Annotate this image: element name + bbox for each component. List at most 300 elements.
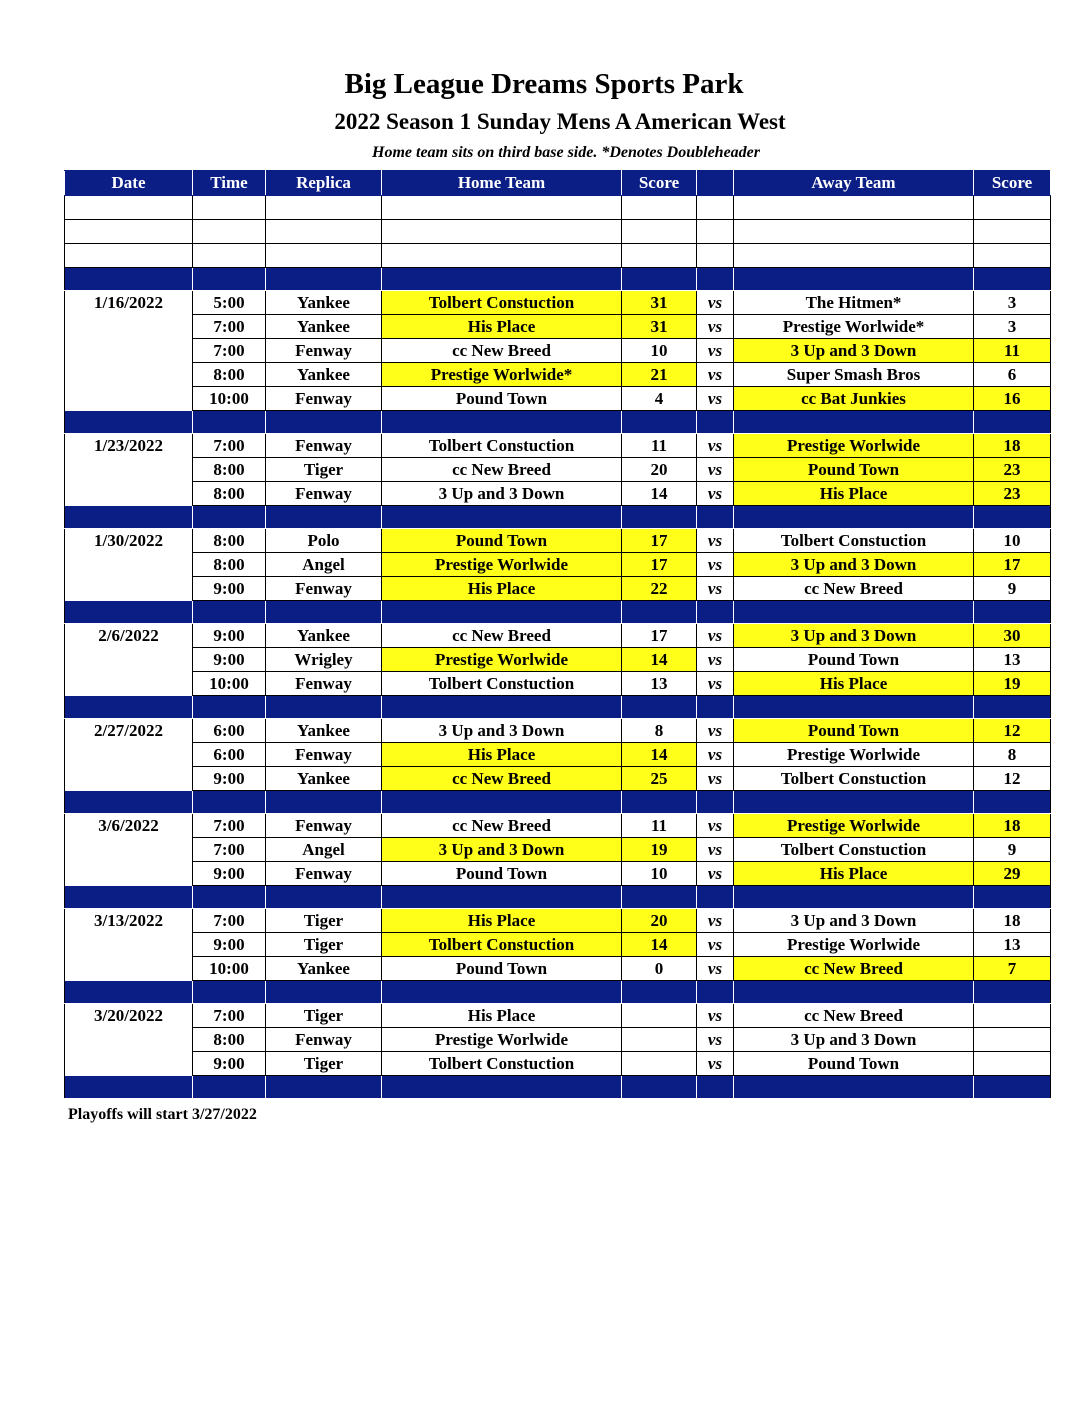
date-cell (65, 672, 193, 696)
away-team-cell: 3 Up and 3 Down (734, 624, 974, 648)
schedule-note: Home team sits on third base side. *Denotes Doubleheader (372, 144, 760, 161)
vs-cell: vs (697, 933, 734, 957)
separator-cell (974, 791, 1051, 814)
away-team-cell: cc New Breed (734, 1004, 974, 1028)
away-score-cell: 18 (974, 434, 1051, 458)
date-cell (65, 1052, 193, 1076)
separator-cell (697, 506, 734, 529)
replica-cell: Yankee (266, 767, 382, 791)
separator-cell (622, 506, 697, 529)
home-score-cell: 14 (622, 933, 697, 957)
time-cell: 7:00 (193, 909, 266, 933)
home-team-cell: 3 Up and 3 Down (382, 838, 622, 862)
home-score-cell: 0 (622, 957, 697, 981)
away-team-cell: 3 Up and 3 Down (734, 553, 974, 577)
time-cell: 9:00 (193, 648, 266, 672)
home-team-cell: Tolbert Constuction (382, 291, 622, 315)
away-score-cell: 12 (974, 767, 1051, 791)
home-team-cell: Tolbert Constuction (382, 434, 622, 458)
away-score-cell: 13 (974, 933, 1051, 957)
separator-cell (734, 411, 974, 434)
replica-cell: Tiger (266, 458, 382, 482)
home-score-cell: 14 (622, 482, 697, 506)
vs-cell: vs (697, 862, 734, 886)
home-score-cell: 17 (622, 553, 697, 577)
separator-row (65, 886, 1051, 909)
separator-cell (734, 506, 974, 529)
blank-cell (65, 244, 193, 268)
home-team-cell: 3 Up and 3 Down (382, 482, 622, 506)
column-header-away-team: Away Team (734, 171, 974, 196)
vs-cell: vs (697, 767, 734, 791)
vs-cell: vs (697, 577, 734, 601)
home-score-cell: 11 (622, 434, 697, 458)
replica-cell: Fenway (266, 743, 382, 767)
game-row (65, 957, 1051, 981)
replica-cell: Fenway (266, 577, 382, 601)
separator-cell (622, 1076, 697, 1099)
home-score-cell: 10 (622, 339, 697, 363)
away-team-cell: Prestige Worlwide (734, 933, 974, 957)
home-team-cell: cc New Breed (382, 458, 622, 482)
away-team-cell: Prestige Worlwide* (734, 315, 974, 339)
home-score-cell: 20 (622, 458, 697, 482)
time-cell: 7:00 (193, 434, 266, 458)
separator-cell (974, 411, 1051, 434)
time-cell: 10:00 (193, 957, 266, 981)
date-cell: 2/27/2022 (65, 719, 193, 743)
separator-cell (697, 1076, 734, 1099)
time-cell: 8:00 (193, 363, 266, 387)
replica-cell: Fenway (266, 1028, 382, 1052)
date-cell (65, 767, 193, 791)
separator-cell (734, 696, 974, 719)
blank-cell (382, 220, 622, 244)
blank-cell (266, 244, 382, 268)
date-cell: 2/6/2022 (65, 624, 193, 648)
separator-cell (697, 696, 734, 719)
date-cell: 1/30/2022 (65, 529, 193, 553)
separator-cell (622, 411, 697, 434)
separator-cell (193, 791, 266, 814)
replica-cell: Yankee (266, 719, 382, 743)
blank-cell (974, 196, 1051, 220)
away-team-cell: 3 Up and 3 Down (734, 909, 974, 933)
separator-cell (382, 601, 622, 624)
game-row (65, 482, 1051, 506)
blank-cell (65, 220, 193, 244)
blank-cell (65, 196, 193, 220)
away-score-cell: 12 (974, 719, 1051, 743)
away-score-cell (974, 1052, 1051, 1076)
home-score-cell: 14 (622, 743, 697, 767)
home-team-cell: His Place (382, 743, 622, 767)
separator-cell (65, 506, 193, 529)
away-score-cell (974, 1028, 1051, 1052)
date-cell (65, 862, 193, 886)
time-cell: 9:00 (193, 767, 266, 791)
page-title: Big League Dreams Sports Park (344, 68, 744, 100)
replica-cell: Tiger (266, 933, 382, 957)
separator-cell (382, 411, 622, 434)
away-team-cell: His Place (734, 482, 974, 506)
date-cell (65, 1028, 193, 1052)
separator-cell (266, 506, 382, 529)
home-team-cell: Tolbert Constuction (382, 672, 622, 696)
away-score-cell: 19 (974, 672, 1051, 696)
home-score-cell: 4 (622, 387, 697, 411)
date-cell (65, 577, 193, 601)
separator-cell (193, 506, 266, 529)
away-score-cell: 29 (974, 862, 1051, 886)
away-score-cell: 23 (974, 482, 1051, 506)
date-cell (65, 743, 193, 767)
home-score-cell (622, 1052, 697, 1076)
blank-cell (382, 196, 622, 220)
home-score-cell: 22 (622, 577, 697, 601)
time-cell: 8:00 (193, 529, 266, 553)
column-header-time: Time (193, 171, 266, 196)
date-cell: 3/6/2022 (65, 814, 193, 838)
separator-cell (65, 1076, 193, 1099)
column-header-replica: Replica (266, 171, 382, 196)
home-score-cell: 11 (622, 814, 697, 838)
separator-row (65, 411, 1051, 434)
game-row (65, 577, 1051, 601)
time-cell: 7:00 (193, 1004, 266, 1028)
separator-cell (193, 268, 266, 291)
column-header-away-score: Score (974, 171, 1051, 196)
home-team-cell: Pound Town (382, 387, 622, 411)
vs-cell: vs (697, 814, 734, 838)
separator-cell (697, 791, 734, 814)
away-team-cell: His Place (734, 672, 974, 696)
blank-cell (266, 220, 382, 244)
separator-row (65, 791, 1051, 814)
blank-cell (697, 220, 734, 244)
separator-cell (193, 601, 266, 624)
away-team-cell: cc New Breed (734, 577, 974, 601)
vs-cell: vs (697, 434, 734, 458)
vs-cell: vs (697, 909, 734, 933)
away-team-cell: Tolbert Constuction (734, 767, 974, 791)
date-cell: 1/16/2022 (65, 291, 193, 315)
blank-cell (266, 196, 382, 220)
time-cell: 7:00 (193, 838, 266, 862)
separator-cell (622, 791, 697, 814)
blank-cell (734, 196, 974, 220)
game-row (65, 553, 1051, 577)
separator-cell (65, 696, 193, 719)
separator-cell (266, 601, 382, 624)
replica-cell: Yankee (266, 363, 382, 387)
vs-cell: vs (697, 838, 734, 862)
home-score-cell: 17 (622, 624, 697, 648)
blank-cell (734, 244, 974, 268)
replica-cell: Fenway (266, 482, 382, 506)
home-score-cell: 10 (622, 862, 697, 886)
game-row (65, 909, 1051, 933)
separator-cell (65, 268, 193, 291)
separator-row (65, 506, 1051, 529)
time-cell: 8:00 (193, 482, 266, 506)
column-header-date: Date (65, 171, 193, 196)
replica-cell: Yankee (266, 957, 382, 981)
separator-cell (382, 886, 622, 909)
away-team-cell: 3 Up and 3 Down (734, 339, 974, 363)
blank-row (65, 220, 1051, 244)
game-row (65, 719, 1051, 743)
replica-cell: Angel (266, 553, 382, 577)
separator-cell (382, 268, 622, 291)
away-score-cell: 13 (974, 648, 1051, 672)
replica-cell: Fenway (266, 434, 382, 458)
away-team-cell: Pound Town (734, 719, 974, 743)
time-cell: 9:00 (193, 577, 266, 601)
vs-cell: vs (697, 458, 734, 482)
time-cell: 8:00 (193, 553, 266, 577)
game-row (65, 529, 1051, 553)
game-row (65, 1052, 1051, 1076)
separator-cell (193, 411, 266, 434)
vs-cell: vs (697, 291, 734, 315)
separator-cell (734, 1076, 974, 1099)
time-cell: 9:00 (193, 1052, 266, 1076)
separator-cell (974, 1076, 1051, 1099)
replica-cell: Tiger (266, 1052, 382, 1076)
game-row (65, 672, 1051, 696)
page-subtitle: 2022 Season 1 Sunday Mens A American West (334, 109, 786, 134)
blank-cell (193, 196, 266, 220)
game-row (65, 624, 1051, 648)
vs-cell: vs (697, 553, 734, 577)
game-row (65, 767, 1051, 791)
vs-cell: vs (697, 315, 734, 339)
blank-row (65, 244, 1051, 268)
vs-cell: vs (697, 482, 734, 506)
separator-cell (697, 268, 734, 291)
time-cell: 8:00 (193, 1028, 266, 1052)
separator-row (65, 601, 1051, 624)
game-row (65, 291, 1051, 315)
separator-cell (974, 268, 1051, 291)
home-team-cell: Prestige Worlwide* (382, 363, 622, 387)
separator-cell (65, 981, 193, 1004)
separator-cell (697, 886, 734, 909)
game-row (65, 434, 1051, 458)
separator-cell (622, 696, 697, 719)
home-score-cell: 14 (622, 648, 697, 672)
separator-cell (697, 601, 734, 624)
separator-cell (974, 696, 1051, 719)
time-cell: 9:00 (193, 933, 266, 957)
blank-cell (622, 220, 697, 244)
column-header-home-team: Home Team (382, 171, 622, 196)
separator-row (65, 268, 1051, 291)
replica-cell: Polo (266, 529, 382, 553)
vs-cell: vs (697, 1028, 734, 1052)
time-cell: 6:00 (193, 743, 266, 767)
away-team-cell: Super Smash Bros (734, 363, 974, 387)
date-cell (65, 648, 193, 672)
away-score-cell: 11 (974, 339, 1051, 363)
separator-cell (622, 268, 697, 291)
away-score-cell: 18 (974, 909, 1051, 933)
separator-cell (65, 791, 193, 814)
away-score-cell: 3 (974, 291, 1051, 315)
separator-cell (266, 981, 382, 1004)
separator-cell (193, 696, 266, 719)
separator-row (65, 981, 1051, 1004)
replica-cell: Fenway (266, 862, 382, 886)
blank-cell (193, 220, 266, 244)
home-score-cell (622, 1028, 697, 1052)
game-row (65, 648, 1051, 672)
separator-cell (382, 1076, 622, 1099)
game-row (65, 838, 1051, 862)
away-team-cell: cc Bat Junkies (734, 387, 974, 411)
away-team-cell: Pound Town (734, 458, 974, 482)
home-team-cell: His Place (382, 577, 622, 601)
home-score-cell: 21 (622, 363, 697, 387)
home-team-cell: His Place (382, 315, 622, 339)
replica-cell: Wrigley (266, 648, 382, 672)
date-cell (65, 387, 193, 411)
away-score-cell: 23 (974, 458, 1051, 482)
blank-cell (193, 244, 266, 268)
home-team-cell: cc New Breed (382, 624, 622, 648)
vs-cell: vs (697, 387, 734, 411)
separator-cell (734, 886, 974, 909)
separator-cell (266, 886, 382, 909)
time-cell: 9:00 (193, 862, 266, 886)
game-row (65, 743, 1051, 767)
game-row (65, 1028, 1051, 1052)
away-score-cell: 3 (974, 315, 1051, 339)
date-cell: 3/13/2022 (65, 909, 193, 933)
home-score-cell: 13 (622, 672, 697, 696)
date-cell (65, 363, 193, 387)
vs-cell: vs (697, 743, 734, 767)
away-team-cell: Pound Town (734, 648, 974, 672)
home-team-cell: Pound Town (382, 529, 622, 553)
home-team-cell: Tolbert Constuction (382, 1052, 622, 1076)
home-team-cell: His Place (382, 1004, 622, 1028)
blank-cell (697, 244, 734, 268)
separator-cell (974, 886, 1051, 909)
replica-cell: Yankee (266, 315, 382, 339)
away-team-cell: Pound Town (734, 1052, 974, 1076)
time-cell: 10:00 (193, 387, 266, 411)
replica-cell: Fenway (266, 672, 382, 696)
home-score-cell: 17 (622, 529, 697, 553)
vs-cell: vs (697, 1004, 734, 1028)
separator-cell (734, 981, 974, 1004)
home-team-cell: Prestige Worlwide (382, 553, 622, 577)
vs-cell: vs (697, 648, 734, 672)
separator-cell (734, 791, 974, 814)
replica-cell: Fenway (266, 387, 382, 411)
separator-cell (193, 981, 266, 1004)
time-cell: 6:00 (193, 719, 266, 743)
away-team-cell: Tolbert Constuction (734, 529, 974, 553)
replica-cell: Yankee (266, 291, 382, 315)
vs-cell: vs (697, 957, 734, 981)
home-team-cell: Prestige Worlwide (382, 1028, 622, 1052)
away-score-cell (974, 1004, 1051, 1028)
home-team-cell: His Place (382, 909, 622, 933)
date-cell (65, 957, 193, 981)
blank-cell (734, 220, 974, 244)
column-header-home-score: Score (622, 171, 697, 196)
separator-cell (382, 791, 622, 814)
date-cell (65, 482, 193, 506)
away-score-cell: 8 (974, 743, 1051, 767)
replica-cell: Fenway (266, 339, 382, 363)
away-team-cell: The Hitmen* (734, 291, 974, 315)
time-cell: 5:00 (193, 291, 266, 315)
away-score-cell: 18 (974, 814, 1051, 838)
home-score-cell: 19 (622, 838, 697, 862)
separator-cell (734, 601, 974, 624)
separator-cell (193, 886, 266, 909)
separator-cell (266, 696, 382, 719)
game-row (65, 458, 1051, 482)
separator-cell (622, 886, 697, 909)
blank-cell (974, 220, 1051, 244)
separator-row (65, 696, 1051, 719)
separator-cell (65, 886, 193, 909)
date-cell (65, 838, 193, 862)
away-team-cell: His Place (734, 862, 974, 886)
separator-cell (193, 1076, 266, 1099)
blank-cell (622, 244, 697, 268)
away-team-cell: cc New Breed (734, 957, 974, 981)
date-cell (65, 315, 193, 339)
home-team-cell: Pound Town (382, 957, 622, 981)
date-cell (65, 458, 193, 482)
game-row (65, 315, 1051, 339)
home-score-cell: 25 (622, 767, 697, 791)
home-team-cell: cc New Breed (382, 339, 622, 363)
away-score-cell: 17 (974, 553, 1051, 577)
away-score-cell: 30 (974, 624, 1051, 648)
separator-cell (382, 696, 622, 719)
home-team-cell: Tolbert Constuction (382, 933, 622, 957)
away-score-cell: 9 (974, 838, 1051, 862)
schedule-table (64, 170, 1051, 1099)
date-cell (65, 339, 193, 363)
replica-cell: Fenway (266, 814, 382, 838)
time-cell: 7:00 (193, 315, 266, 339)
home-score-cell (622, 1004, 697, 1028)
home-score-cell: 20 (622, 909, 697, 933)
time-cell: 8:00 (193, 458, 266, 482)
replica-cell: Tiger (266, 909, 382, 933)
date-cell (65, 553, 193, 577)
away-team-cell: Prestige Worlwide (734, 743, 974, 767)
away-score-cell: 7 (974, 957, 1051, 981)
separator-cell (382, 506, 622, 529)
replica-cell: Angel (266, 838, 382, 862)
home-score-cell: 8 (622, 719, 697, 743)
playoffs-note: Playoffs will start 3/27/2022 (68, 1106, 257, 1123)
replica-cell: Tiger (266, 1004, 382, 1028)
separator-cell (974, 506, 1051, 529)
separator-cell (266, 411, 382, 434)
separator-cell (65, 411, 193, 434)
home-score-cell: 31 (622, 291, 697, 315)
